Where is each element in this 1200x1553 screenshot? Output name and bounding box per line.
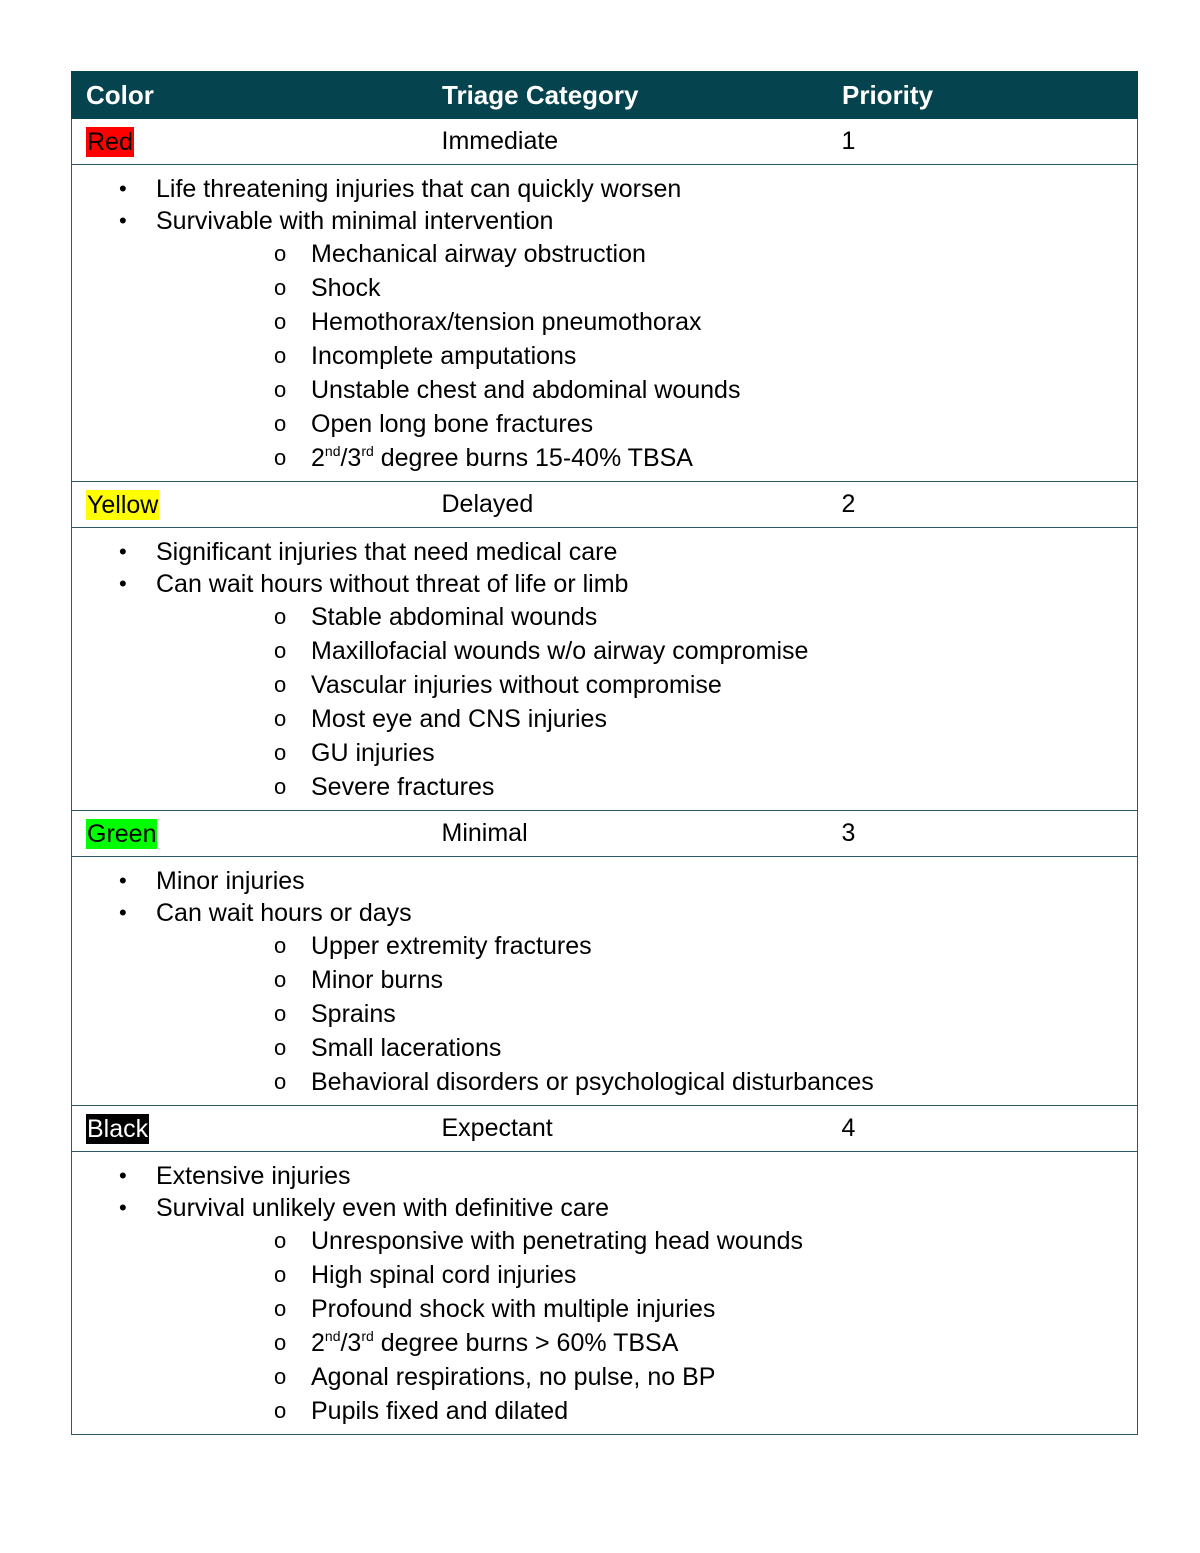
color-cell (72, 1106, 428, 1152)
category-row-red (72, 119, 1138, 165)
sub-list-item: o 2nd/3rd degree burns 15-40% TBSA (274, 443, 693, 472)
sub-list-item: o Shock (274, 274, 381, 302)
sub-list-item: o Mechanical airway obstruction (274, 240, 646, 268)
sub-list-item: o Stable abdominal wounds (274, 603, 598, 631)
color-label-green: Green (87, 819, 157, 848)
priority-cell: 4 (828, 1106, 1138, 1152)
sub-list-item: o Profound shock with multiple injuries (274, 1295, 716, 1323)
color-label-red: Red (87, 127, 133, 156)
description-row-yellow (72, 528, 1138, 811)
sub-list-item: o Upper extremity fractures (274, 932, 592, 960)
list-item: • Extensive injuries (119, 1162, 351, 1190)
sub-list (156, 600, 1137, 804)
color-label-yellow: Yellow (87, 490, 159, 519)
header-row (72, 72, 1138, 119)
list-item: • Minor injuries (119, 867, 305, 895)
description-row-black (72, 1152, 1138, 1435)
bullet-list (72, 865, 1137, 1099)
description-cell (72, 1152, 1138, 1435)
description-row-green (72, 857, 1138, 1106)
list-item: • Significant injuries that need medical care (119, 538, 618, 566)
color-cell (72, 482, 428, 528)
sub-list-item: o High spinal cord injuries (274, 1261, 577, 1289)
sub-list-item: o Most eye and CNS injuries (274, 705, 607, 733)
description-cell (72, 165, 1138, 482)
sub-list-item: o Small lacerations (274, 1034, 502, 1062)
header-color: Color (72, 72, 428, 119)
color-label-black: Black (87, 1114, 149, 1143)
category-cell: Delayed (428, 482, 828, 528)
description-row-red (72, 165, 1138, 482)
sub-list-item: o Pupils fixed and dilated (274, 1397, 569, 1425)
sub-list-item: o Unresponsive with penetrating head wounds (274, 1227, 803, 1255)
bullet-list (72, 1160, 1137, 1428)
sub-list-item: o GU injuries (274, 739, 435, 767)
category-cell: Expectant (428, 1106, 828, 1152)
triage-table (71, 71, 1138, 1435)
sub-list (156, 1224, 1137, 1428)
bullet-list (72, 536, 1137, 804)
sub-list-item: o Behavioral disorders or psychological disturbances (274, 1068, 874, 1096)
list-item: • Can wait hours without threat of life or limb o Stable abdominal wounds o Maxillofacial wounds w/o airway compromise o Vascular injuries without compromise o Most eye and CNS injuries o GU injuries o Severe fractures (72, 568, 1137, 804)
list-item: • Survival unlikely even with definitive care o Unresponsive with penetrating head wounds o High spinal cord injuries o Profound shock with multiple injuries o 2nd/3rd degree burns > 60% TBSA o Agonal respirations, no pulse, no BP o Pupils fixed and dilated (72, 1192, 1137, 1428)
sub-list-item: o Severe fractures (274, 773, 495, 801)
sub-list-item: o Sprains (274, 1000, 396, 1028)
description-cell (72, 857, 1138, 1106)
sub-list-item: o Vascular injuries without compromise (274, 671, 722, 699)
category-cell: Immediate (428, 119, 828, 165)
list-item: • Survivable with minimal intervention o Mechanical airway obstruction o Shock o Hemothorax/tension pneumothorax o Incomplete amputations o Unstable chest and abdominal wounds o Open long bone fractures o 2nd/3rd degree burns 15-40% TBSA (72, 205, 1137, 475)
sub-list (156, 237, 1137, 475)
priority-cell: 3 (828, 811, 1138, 857)
color-cell (72, 811, 428, 857)
header-priority: Priority (828, 72, 1138, 119)
category-row-yellow (72, 482, 1138, 528)
sub-list-item: o 2nd/3rd degree burns > 60% TBSA (274, 1328, 679, 1357)
sub-list-item: o Hemothorax/tension pneumothorax (274, 308, 702, 336)
sub-list-item: o Maxillofacial wounds w/o airway compromise (274, 637, 809, 665)
sub-list-item: o Unstable chest and abdominal wounds (274, 376, 741, 404)
bullet-list (72, 173, 1137, 475)
priority-cell: 1 (828, 119, 1138, 165)
category-row-green (72, 811, 1138, 857)
sub-list-item: o Agonal respirations, no pulse, no BP (274, 1363, 716, 1391)
color-cell (72, 119, 428, 165)
header-category: Triage Category (428, 72, 828, 119)
category-row-black (72, 1106, 1138, 1152)
list-item: • Can wait hours or days o Upper extremity fractures o Minor burns o Sprains o Small lacerations o Behavioral disorders or psychological disturbances (72, 897, 1137, 1099)
description-cell (72, 528, 1138, 811)
category-cell: Minimal (428, 811, 828, 857)
list-item: • Life threatening injuries that can quickly worsen (119, 175, 682, 203)
sub-list-item: o Incomplete amputations (274, 342, 577, 370)
sub-list-item: o Minor burns (274, 966, 443, 994)
priority-cell: 2 (828, 482, 1138, 528)
sub-list-item: o Open long bone fractures (274, 410, 594, 438)
sub-list (156, 929, 1137, 1099)
